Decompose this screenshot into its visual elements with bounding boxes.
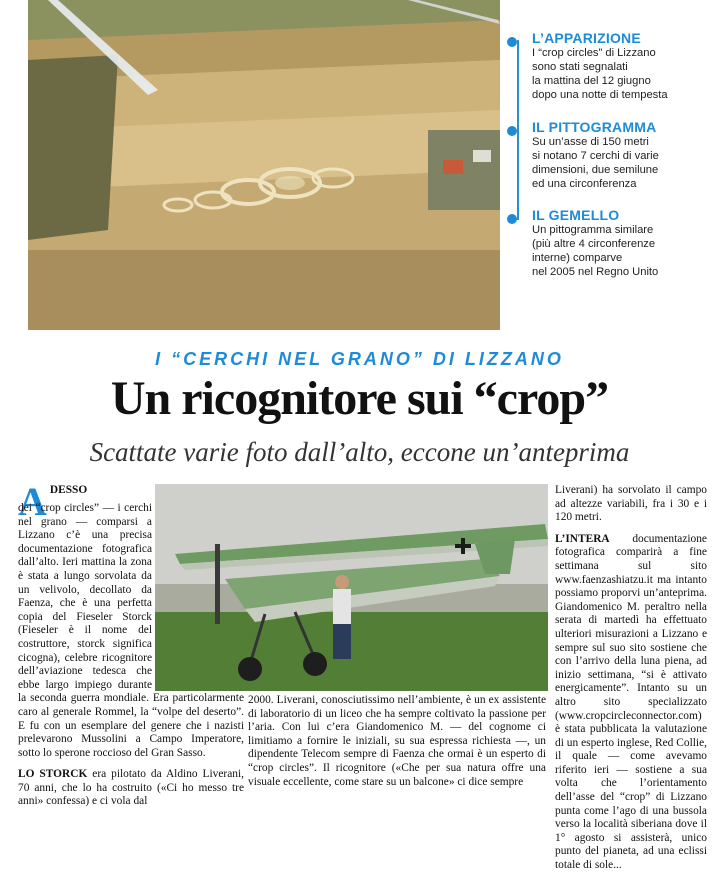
sidebar-line: ed una circonferenza: [532, 178, 637, 190]
article-column-2: [248, 694, 546, 844]
sidebar-line: dopo una notte di tempesta: [532, 89, 668, 101]
article-column-1: [18, 479, 244, 840]
sidebar-line: sono stati segnalati: [532, 61, 628, 73]
sidebar-line: nel 2005 nel Regno Unito: [532, 266, 659, 278]
paragraph-text: documentazione fotografica comparirà a fine settimana sul sito www.faenzashiatzu.it ma intanto possiamo proporvi un’anteprima. Giandomenico M. peraltro nella serata di martedì ha effettuato ulteriori misurazioni a Lizzano e sempre sul suo sito sostiene che con l’arrivo della luna piena, ad inizio settimana, “si è attivato energicamente”. Intanto su un altro sito specializzato (www.cropcircleconnector.com) è stata pubblicata la valutazione di un esperto inglese, Red Collie, il quale — come avevamo riferito ieri — sostiene a sua volta che l’orientamento dell’asse del “crop” di Lizzano punta come l’ago di una bussola verso la località siberiana dove il 1° agosto si assisterà, unico punto del pianeta, ad una eclissi totale di sole...: [555, 532, 707, 872]
article-paragraph: dei “crop circles” — i cerchi nel grano — comparsi a Lizzano c’è una precisa documentazione fotografica dall’alto. Ieri mattina la zona è stata a lungo sorvolata da un velivolo, decollato da Faenza, che è una perfetta copia del Fieseler Storck (Fieseler è il nome del costruttore, storck significa cicogna), celebre ricognitore dell’aviazione tedesca che ebbe largo impiego durante la seconda guerra mondiale. Era particolarmente caro al generale Rommel, la “volpe del deserto”. E fu con un esemplare del genere che i nazisti prelevarono Mussolini a Campo Imperatore, sotto lo sperone roccioso del Gran Sasso.: [18, 502, 244, 759]
subtitle-headline: Scattate varie foto dall’alto, eccone un’anteprima: [89, 437, 630, 467]
sidebar-line: si notano 7 cerchi di varie: [532, 150, 659, 162]
sidebar-line: interne) comparve: [532, 252, 623, 264]
article-paragraph: 2000. Liverani, conosciutissimo nell’ambiente, è un ex assistente di laboratorio di un liceo che ha sempre coltivato la passione per l’aria. Con lui c’era Giandomenico M. — del cognome ci limitiamo a fornire le iniziali, su sua espressa richiesta —, un dipendente Telecom sempre di Faenza che ormai è un esperto di “crop circles”. Il ricognitore («Che per sua natura offre una visuale eccellente, come stare su un balcone» ci dice sempre: [248, 694, 546, 788]
sidebar-heading: L’APPARIZIONE: [532, 30, 641, 46]
lead-word: DESSO: [49, 484, 88, 496]
bullet-dot-icon: [507, 214, 517, 224]
sidebar-line: dimensioni, due semilune: [532, 164, 659, 176]
sidebar-section-pittogramma: [512, 119, 712, 191]
bullet-dot-icon: [507, 126, 517, 136]
sidebar-line: la mattina del 12 giugno: [532, 75, 651, 87]
bullet-dot-icon: [507, 37, 517, 47]
article-paragraph: [555, 533, 707, 873]
dropcap-letter: A: [18, 479, 47, 524]
sidebar-heading: IL GEMELLO: [532, 207, 620, 223]
paragraph-lead: L’INTERA: [555, 532, 610, 545]
kicker-headline: I “CERCHI NEL GRANO” DI LIZZANO: [155, 349, 564, 369]
aerial-photo: [28, 0, 500, 330]
sidebar-line: (più altre 4 circonferenze: [532, 238, 656, 250]
sidebar-line: I “crop circles” di Lizzano: [532, 47, 656, 59]
article-paragraph: Liverani) ha sorvolato il campo ad altezze variabili, fra i 30 e i 120 metri.: [555, 484, 707, 524]
paragraph-text: era pilotato da Aldino Liverani, 70 anni, che lo ha costruito («Ci ho messo tre anni» confessa) e ci vola dal: [18, 768, 244, 808]
sidebar-line: Un pittogramma similare: [532, 224, 654, 236]
sidebar-section-gemello: [512, 207, 712, 279]
main-headline: Un ricognitore sui “crop”: [110, 372, 609, 425]
sidebar-heading: IL PITTOGRAMMA: [532, 119, 657, 135]
article-paragraph: [18, 768, 244, 809]
paragraph-lead: LO STORCK: [18, 768, 88, 781]
sidebar-section-apparizione: [512, 30, 712, 102]
sidebar-line: Su un’asse di 150 metri: [532, 136, 649, 148]
aerial-photo-drawing: [28, 0, 500, 330]
article-column-3: [555, 484, 707, 872]
